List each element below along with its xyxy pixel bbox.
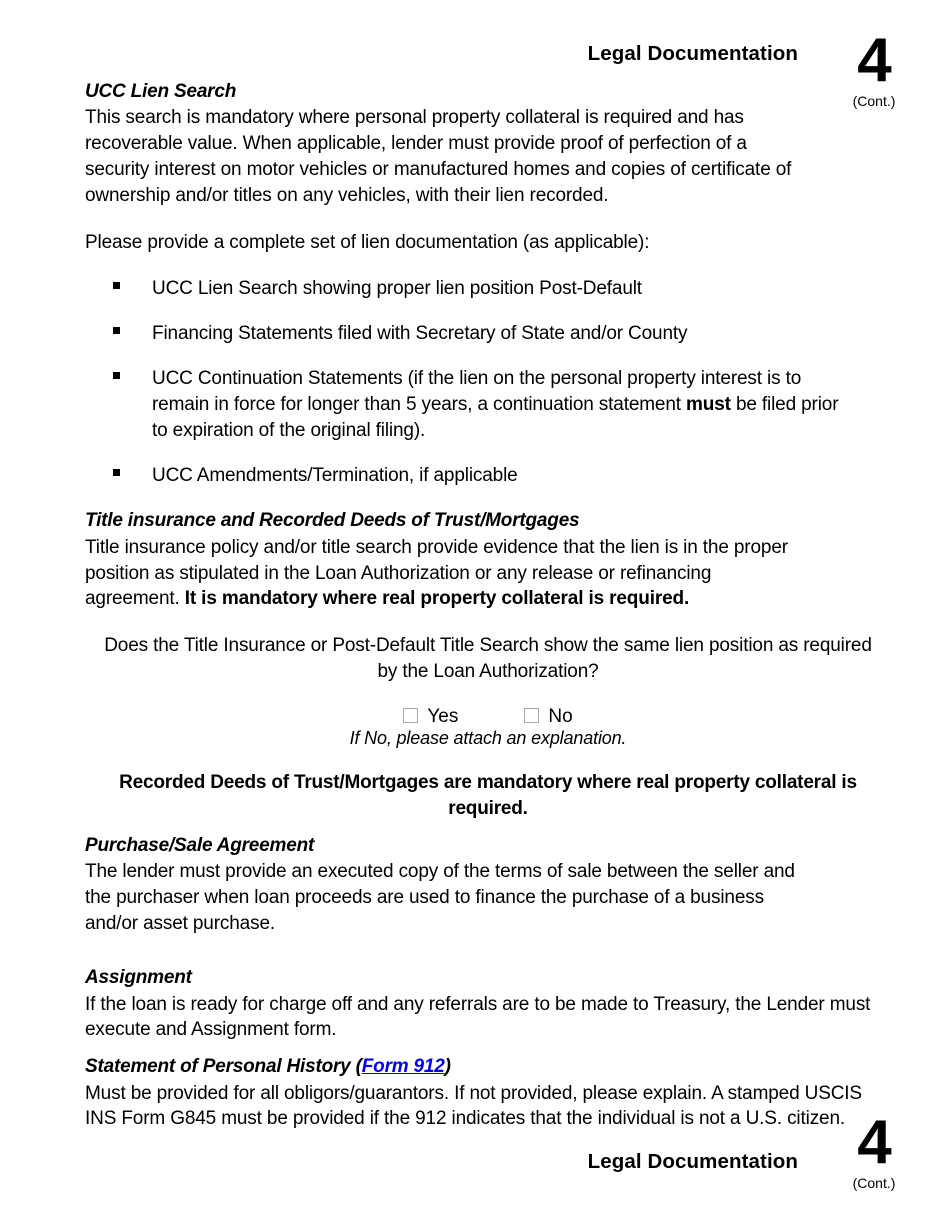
list-item-label-part1: UCC Continuation Statements (if the lien on the personal property interest is to remain in force for longer than 5 years, a continuation statement — [152, 368, 802, 415]
checkbox-yes-icon[interactable] — [403, 708, 418, 723]
square-bullet-icon — [113, 469, 120, 476]
heading-ucc-lien-search: UCC Lien Search — [85, 81, 237, 102]
heading-purchase-sale-agreement: Purchase/Sale Agreement — [85, 834, 315, 856]
spacer — [85, 685, 895, 706]
spacer — [85, 749, 895, 770]
paragraph-lien-documentation-lead-in: Please provide a complete set of lien documentation (as applicable): — [85, 231, 650, 253]
paragraph-title-insurance-bold: It is mandatory where real property collateral is required. — [184, 588, 690, 610]
square-bullet-icon — [113, 327, 120, 334]
page-footer — [0, 1106, 950, 1191]
header-title: Legal Documentation — [587, 42, 798, 65]
link-form-912[interactable]: Form 912 — [361, 1056, 445, 1078]
list-item — [85, 276, 852, 302]
spacer — [85, 822, 895, 834]
footer-page-marker — [826, 1108, 922, 1191]
list-lien-documentation — [85, 276, 895, 488]
spacer — [85, 612, 895, 633]
heading-paren-close: ) — [444, 1056, 451, 1078]
option-yes-label: Yes — [427, 705, 459, 727]
square-bullet-icon — [113, 372, 120, 379]
option-no-label: No — [548, 705, 573, 727]
answer-options-row — [93, 706, 883, 728]
paragraph-statement-of-personal-history: Must be provided for all obligors/guarantors. If not provided, please explain. A stamped USCIS INS Form G845 must be provided if the 912 indicates that the individual is not a U.S. citizen. — [85, 1082, 862, 1130]
list-item-emphasis: must — [686, 393, 731, 415]
question-title-insurance-lien-position: Does the Title Insurance or Post-Default Title Search show the same lien position as required by the Loan Authorization? — [104, 635, 872, 683]
spacer — [85, 936, 895, 966]
heading-statement-of-personal-history — [85, 1055, 895, 1079]
paragraph-assignment: If the loan is ready for charge off and any referrals are to be made to Treasury, the Lender must execute and Assignment form. — [85, 993, 871, 1041]
square-bullet-icon — [113, 282, 120, 289]
checkbox-no-icon[interactable] — [524, 708, 539, 723]
spacer — [85, 1043, 895, 1055]
list-item-label: UCC Amendments/Termination, if applicable — [152, 464, 518, 486]
paragraph-title-insurance — [85, 535, 803, 612]
footer-continued-note: (Cont.) — [852, 1175, 896, 1191]
list-item — [85, 321, 852, 347]
spacer — [85, 209, 895, 230]
paragraph-ucc-lien-search: This search is mandatory where personal property collateral is required and has recoverable value. When applicable, lender must provide proof of perfection of a security interest on motor vehicles or manufactured homes and copies of certificate of ownership and/or titles on any vehicles, with their lien recorded. — [85, 107, 792, 206]
list-item — [85, 463, 852, 489]
list-item-label: UCC Lien Search showing proper lien position Post-Default — [152, 278, 642, 300]
paragraph-purchase-sale-agreement: The lender must provide an executed copy of the terms of sale between the seller and the purchaser when loan proceeds are used to finance the purchase of a business and/or asset purchase. — [85, 860, 795, 934]
heading-assignment: Assignment — [85, 967, 192, 989]
list-item — [85, 366, 852, 443]
spacer — [85, 255, 895, 276]
paragraph-title-insurance-plain: Title insurance policy and/or title search provide evidence that the lien is in the proper position as stipulated in the Loan Authorization or any release or refinancing agreement. — [85, 536, 788, 610]
statement-recorded-deeds-mandatory: Recorded Deeds of Trust/Mortgages are mandatory where real property collateral is required. — [119, 771, 857, 819]
heading-title-insurance: Title insurance and Recorded Deeds of Trust/Mortgages — [85, 510, 580, 532]
option-yes[interactable] — [403, 706, 458, 728]
list-item-label-part2: be filed prior to expiration of the original filing). — [152, 393, 839, 441]
heading-paren-open: ( — [355, 1056, 362, 1078]
heading-statement-text: Statement of Personal History — [85, 1056, 356, 1078]
option-no[interactable] — [524, 706, 572, 728]
document-content — [85, 80, 895, 1132]
list-item-label: Financing Statements filed with Secretary of State and/or County — [152, 323, 688, 345]
header-continued-note: (Cont.) — [852, 92, 896, 109]
footer-title: Legal Documentation — [587, 1150, 798, 1173]
spacer — [85, 488, 895, 509]
note-attach-explanation: If No, please attach an explanation. — [349, 727, 627, 748]
footer-chapter-number: 4 — [857, 1108, 891, 1178]
header-chapter-number: 4 — [857, 26, 891, 95]
